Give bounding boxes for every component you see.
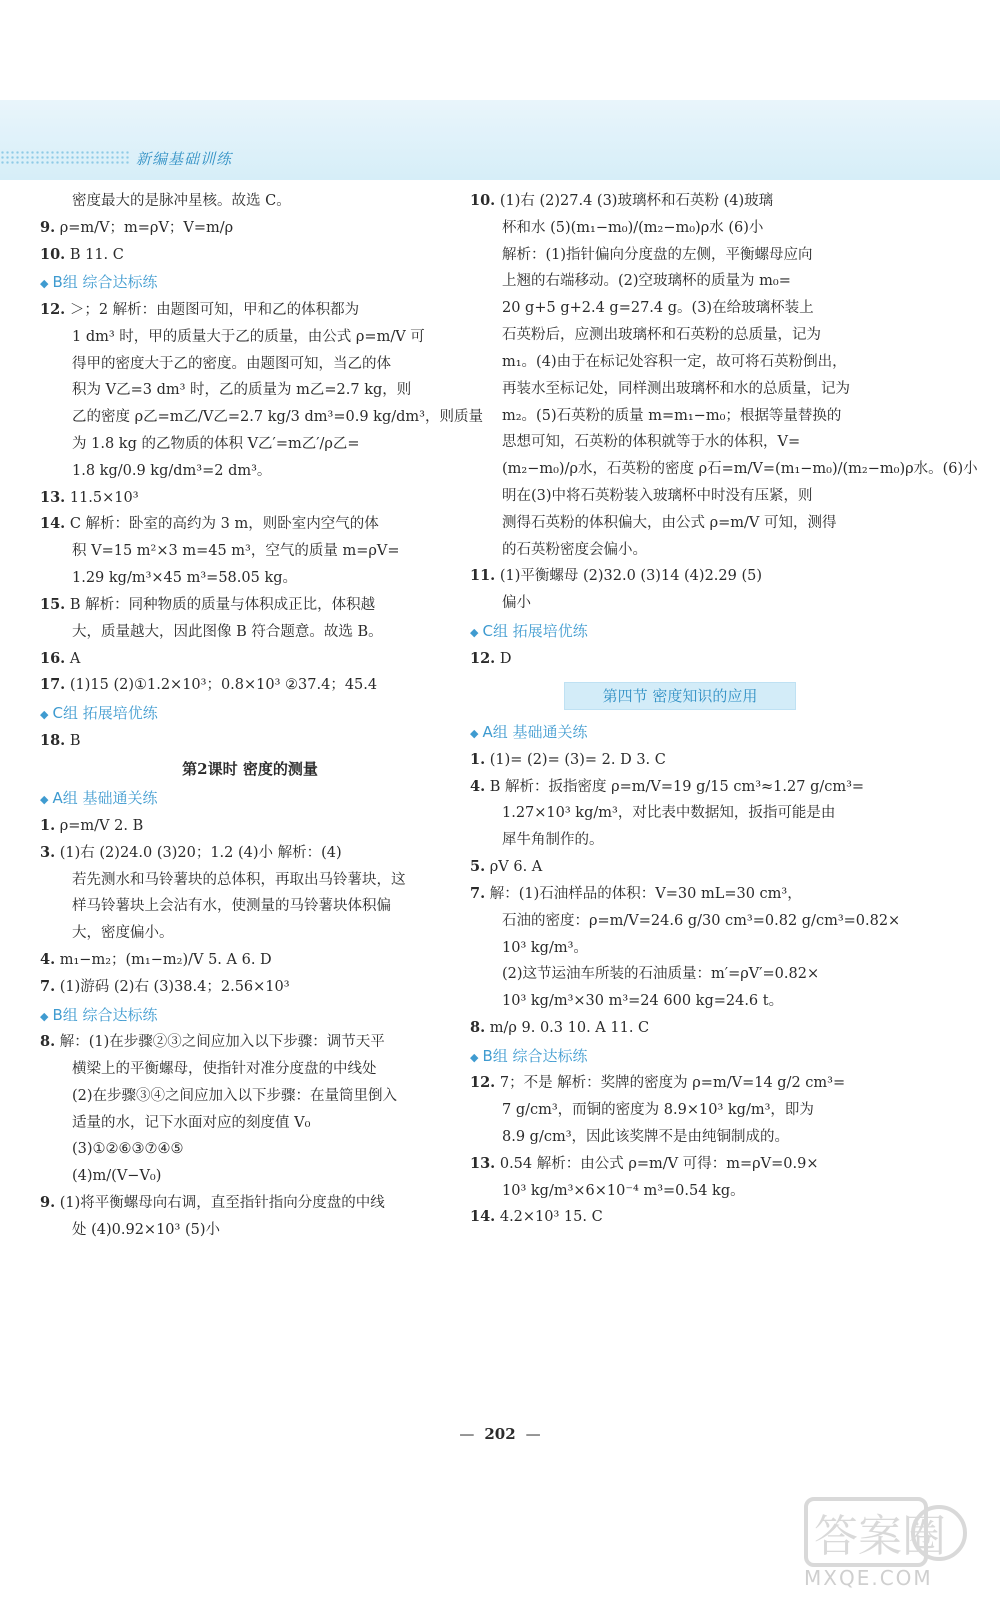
question-number: 10.: [470, 192, 496, 209]
question-number: 17.: [40, 676, 66, 694]
answer-item: [40, 646, 460, 673]
answer-line: [470, 349, 890, 376]
answer-line: [40, 324, 460, 351]
answer-text: 样马铃薯块上会沾有水，使测量的马铃薯块体积偏: [72, 898, 391, 915]
answer-line: [470, 322, 890, 349]
answer-text: 11.5×10³: [69, 489, 139, 506]
question-number: 7.: [470, 884, 486, 902]
left-column: [40, 188, 483, 1244]
answer-text: 7；不是 解析：奖牌的密度为 ρ=m/V=14 g/2 cm³=: [499, 1075, 846, 1092]
answer-line: [470, 483, 890, 510]
answer-text: m₁−m₂；(m₁−m₂)/V 5. A 6. D: [59, 952, 272, 968]
answer-text: 4.2×10³ 15. C: [499, 1209, 603, 1226]
answer-text: (1)= (2)= (3)= 2. D 3. C: [489, 751, 666, 768]
question-number: 12.: [470, 649, 496, 667]
answer-item: [470, 188, 890, 215]
answer-line: [40, 351, 460, 378]
answer-text: (2)这节运油车所装的石油质量：m′=ρV′=0.82×: [502, 966, 820, 983]
answer-text: B 解析：同种物质的质量与体积成正比，体积越: [69, 596, 376, 613]
question-number: 14.: [40, 515, 66, 533]
diamond-icon: ◆: [40, 1009, 49, 1023]
answer-line: [40, 565, 460, 592]
answer-item: [40, 297, 460, 324]
answer-text: (2)在步骤③④之间应加入以下步骤：在量筒里倒入: [72, 1087, 398, 1104]
answer-text: C 解析：卧室的高约为 3 m，则卧室内空气的体: [69, 516, 379, 533]
answer-text: ρV 6. A: [489, 859, 543, 876]
answer-line: [40, 1083, 460, 1110]
answer-text: ρ=m/V；m=ρV；V=m/ρ: [59, 219, 234, 236]
answer-line: [470, 988, 890, 1015]
answer-text: (4)m/(V−V₀): [72, 1168, 162, 1185]
answer-line: [40, 1110, 460, 1137]
answer-text: (m₂−m₀)/ρ水，石英粉的密度 ρ石=m/V=(m₁−m₀)/(m₂−m₀)ρ水。(6)小: [502, 461, 978, 478]
question-number: 11.: [470, 567, 496, 585]
answer-line: [40, 867, 460, 894]
answer-text: 得甲的密度大于乙的密度。由题图可知，当乙的体: [72, 355, 391, 372]
page-number: 202: [484, 1425, 516, 1443]
question-number: 4.: [40, 951, 56, 968]
page-number-footer: — 202 —: [459, 1425, 541, 1443]
right-column: [470, 188, 978, 1231]
answer-line: [40, 377, 460, 404]
question-number: 1.: [40, 816, 56, 834]
question-number: 10.: [40, 245, 66, 263]
answer-text: 1.8 kg/0.9 kg/dm³=2 dm³。: [72, 462, 272, 479]
answer-text: A: [69, 650, 81, 667]
answer-line: [40, 431, 460, 458]
question-number: 4.: [470, 777, 486, 795]
answer-text: (1)15 (2)①1.2×10³；0.8×10³ ②37.4；45.4: [69, 677, 378, 694]
question-number: 9.: [40, 1194, 56, 1211]
group-heading: [40, 699, 460, 728]
answer-item: [470, 747, 890, 774]
answer-line: [470, 961, 890, 988]
answer-text: 大，质量越大，因此图像 B 符合题意。故选 B。: [72, 623, 383, 640]
answer-text: 石英粉后，应测出玻璃杯和石英粉的总质量，记为: [502, 327, 821, 344]
answer-item: [40, 215, 460, 242]
question-number: 9.: [40, 218, 56, 236]
question-number: 16.: [40, 649, 66, 667]
answer-text: 大，密度偏小。: [72, 925, 174, 942]
answer-text: 适量的水，记下水面对应的刻度值 V₀: [72, 1114, 311, 1131]
question-number: 14.: [470, 1208, 496, 1226]
answer-line: [40, 404, 483, 431]
answer-text: 乙的密度 ρ乙=m乙/V乙=2.7 kg/3 dm³=0.9 kg/dm³，则质量: [72, 409, 483, 426]
question-number: 5.: [470, 858, 486, 876]
answer-text: (1)右 (2)24.0 (3)20；1.2 (4)小 解析：(4): [59, 844, 342, 861]
group-heading: [40, 268, 460, 297]
answer-line: [40, 893, 460, 920]
question-number: 7.: [40, 977, 56, 995]
answer-line: [470, 456, 978, 483]
answer-line: [470, 429, 890, 456]
answer-item: [40, 485, 460, 512]
question-number: 12.: [40, 300, 66, 318]
answer-line: [470, 215, 890, 242]
group-heading-label: C组 拓展培优练: [482, 622, 588, 640]
answer-item: [40, 840, 460, 867]
answer-item: [470, 881, 890, 908]
answer-line: [40, 1217, 460, 1244]
answer-text: 20 g+5 g+2.4 g=27.4 g。(3)在给玻璃杯装上: [502, 300, 814, 317]
answer-item: [40, 728, 460, 755]
answer-line: [40, 619, 460, 646]
answer-line: [470, 1124, 890, 1151]
answer-text: (1)将平衡螺母向右调，直至指针指向分度盘的中线: [59, 1195, 385, 1211]
answer-line: [470, 827, 890, 854]
answer-item: [40, 672, 460, 699]
question-number: 8.: [470, 1018, 486, 1036]
answer-item: [470, 563, 890, 590]
question-number: 3.: [40, 843, 56, 861]
answer-line: [470, 510, 890, 537]
diamond-icon: ◆: [40, 793, 49, 807]
answer-text: B 解析：扳指密度 ρ=m/V=19 g/15 cm³≈1.27 g/cm³=: [489, 778, 865, 795]
answer-text: 思想可知，石英粉的体积就等于水的体积，V=: [502, 434, 801, 451]
answer-item: [470, 774, 890, 801]
answer-text: 石油的密度：ρ=m/V=24.6 g/30 cm³=0.82 g/cm³=0.82×: [502, 912, 901, 929]
group-heading-label: A组 基础通关练: [482, 723, 588, 742]
diamond-icon: ◆: [470, 727, 479, 741]
answer-text: 1.29 kg/m³×45 m³=58.05 kg。: [72, 570, 298, 587]
answer-text: 7 g/cm³，而铜的密度为 8.9×10³ kg/m³，即为: [502, 1102, 814, 1119]
answer-text: m/ρ 9. 0.3 10. A 11. C: [489, 1019, 650, 1036]
answer-line: [40, 1136, 460, 1163]
answer-item: [470, 1204, 890, 1231]
answer-text: 处 (4)0.92×10³ (5)小: [72, 1221, 220, 1238]
answer-text: 上翘的右端移动。(2)空玻璃杯的质量为 m₀=: [502, 273, 791, 290]
answer-line: [470, 376, 890, 403]
lesson-subheading: 第2课时 密度的测量: [182, 760, 318, 779]
answer-text: m₂。(5)石英粉的质量 m=m₁−m₀；根据等量替换的: [502, 407, 842, 424]
diamond-icon: ◆: [40, 277, 49, 291]
answer-text: 密度最大的是脉冲星核。故选 C。: [72, 193, 291, 209]
answer-line: [470, 590, 890, 617]
diamond-icon: ◆: [470, 626, 479, 639]
group-heading: [40, 1001, 460, 1030]
group-heading: [470, 1042, 890, 1071]
answer-line: [470, 268, 890, 295]
answer-line: [470, 935, 890, 962]
watermark-site: MXQE.COM: [804, 1566, 933, 1590]
group-heading-label: B组 综合达标练: [52, 273, 158, 292]
answer-text: 若先测水和马铃薯块的总体积，再取出马铃薯块，这: [72, 871, 406, 888]
answer-line: [470, 242, 890, 269]
answer-text: 积 V=15 m²×3 m=45 m³，空气的质量 m=ρV=: [72, 543, 400, 560]
answer-line: [470, 1097, 890, 1124]
answer-text: ＞；2 解析：由题图可知，甲和乙的体积都为: [69, 301, 360, 318]
answer-line: [40, 1056, 460, 1083]
question-number: 8.: [40, 1033, 56, 1051]
answer-text: 0.54 解析：由公式 ρ=m/V 可得：m=ρV=0.9×: [499, 1155, 819, 1172]
answer-item: [40, 947, 460, 974]
question-number: 13.: [40, 488, 66, 506]
answer-item: [470, 1151, 890, 1178]
diamond-icon: ◆: [40, 708, 49, 722]
header-title: 新编基础训练: [136, 150, 233, 168]
answer-text: 横梁上的平衡螺母，使指针对准分度盘的中线处: [72, 1060, 377, 1077]
answer-item: [40, 511, 460, 538]
answer-item: [470, 646, 890, 673]
answer-text: (1)平衡螺母 (2)32.0 (3)14 (4)2.29 (5): [499, 568, 762, 585]
answer-item: [40, 1029, 460, 1056]
answer-line: [40, 920, 460, 947]
answer-line: [40, 1163, 460, 1190]
answer-text: (1)游码 (2)右 (3)38.4；2.56×10³: [59, 978, 290, 995]
diamond-icon: ◆: [470, 1050, 479, 1064]
answer-line: [40, 458, 460, 485]
answer-text: 犀牛角制作的。: [502, 832, 604, 849]
answer-text: 为 1.8 kg 的乙物质的体积 V乙′=m乙′/ρ乙=: [72, 436, 360, 452]
answer-text: 的石英粉密度会偏小。: [502, 541, 647, 558]
answer-text: 解析：(1)指针偏向分度盘的左侧，平衡螺母应向: [502, 246, 813, 263]
header-dots-decoration: [0, 150, 130, 166]
answer-text: B: [69, 732, 81, 749]
section-banner: 第四节 密度知识的应用: [564, 682, 796, 710]
group-heading-label: B组 综合达标练: [482, 1046, 588, 1065]
answer-text: 积为 V乙=3 dm³ 时，乙的质量为 m乙=2.7 kg，则: [72, 382, 412, 399]
answer-text: 测得石英粉的体积偏大，由公式 ρ=m/V 可知，测得: [502, 514, 837, 531]
answer-text: (3)①②⑥③⑦④⑤: [72, 1141, 184, 1158]
answer-text: 10³ kg/m³×6×10⁻⁴ m³=0.54 kg。: [502, 1182, 745, 1199]
question-number: 15.: [40, 595, 66, 613]
answer-text: 偏小: [502, 595, 531, 612]
answer-text: D: [499, 650, 512, 667]
answer-item: [470, 854, 890, 881]
answer-line: [40, 538, 460, 565]
answer-item: [470, 1015, 890, 1042]
answer-text: 明在(3)中将石英粉装入玻璃杯中时没有压紧，则: [502, 487, 813, 504]
group-heading: [40, 784, 460, 813]
answer-text: 1 dm³ 时，甲的质量大于乙的质量，由公式 ρ=m/V 可: [72, 328, 425, 345]
answer-item: [40, 242, 460, 269]
answer-text: 1.27×10³ kg/m³，对比表中数据知，扳指可能是由: [502, 805, 836, 822]
answer-line: [470, 800, 890, 827]
group-heading-label: C组 拓展培优练: [52, 704, 158, 723]
group-heading: [470, 617, 890, 646]
answer-item: [40, 813, 460, 840]
answer-line: [470, 403, 890, 430]
answer-line: [470, 1178, 890, 1205]
answer-item: [470, 1070, 890, 1097]
question-number: 18.: [40, 731, 66, 749]
group-heading-label: A组 基础通关练: [52, 789, 158, 808]
answer-text: ρ=m/V 2. B: [59, 817, 144, 834]
watermark-text: 答案圈: [814, 1511, 946, 1562]
answer-line: [40, 188, 460, 215]
answer-item: [40, 1190, 460, 1217]
answer-text: 解：(1)在步骤②③之间应加入以下步骤：调节天平: [59, 1034, 385, 1051]
answer-text: (1)右 (2)27.4 (3)玻璃杯和石英粉 (4)玻璃: [499, 193, 774, 209]
question-number: 12.: [470, 1074, 496, 1092]
group-heading: [470, 718, 890, 747]
answer-item: [40, 592, 460, 619]
answer-text: 8.9 g/cm³，因此该奖牌不是由纯铜制成的。: [502, 1128, 790, 1145]
answer-item: [40, 974, 460, 1001]
answer-text: 再装水至标记处，同样测出玻璃杯和水的总质量，记为: [502, 380, 850, 397]
answer-text: 解：(1)石油样品的体积：V=30 mL=30 cm³，: [489, 885, 802, 902]
answer-text: 10³ kg/m³×30 m³=24 600 kg=24.6 t。: [502, 993, 784, 1010]
answer-line: [470, 537, 890, 564]
answer-text: 杯和水 (5)(m₁−m₀)/(m₂−m₀)ρ水 (6)小: [502, 219, 764, 236]
group-heading-label: B组 综合达标练: [52, 1005, 158, 1024]
answer-line: [470, 908, 901, 935]
answer-line: [470, 295, 890, 322]
question-number: 13.: [470, 1154, 496, 1172]
answer-text: 10³ kg/m³。: [502, 939, 588, 956]
answer-text: m₁。(4)由于在标记处容积一定，故可将石英粉倒出，: [502, 353, 847, 370]
answer-text: B 11. C: [69, 246, 124, 263]
question-number: 1.: [470, 750, 486, 768]
